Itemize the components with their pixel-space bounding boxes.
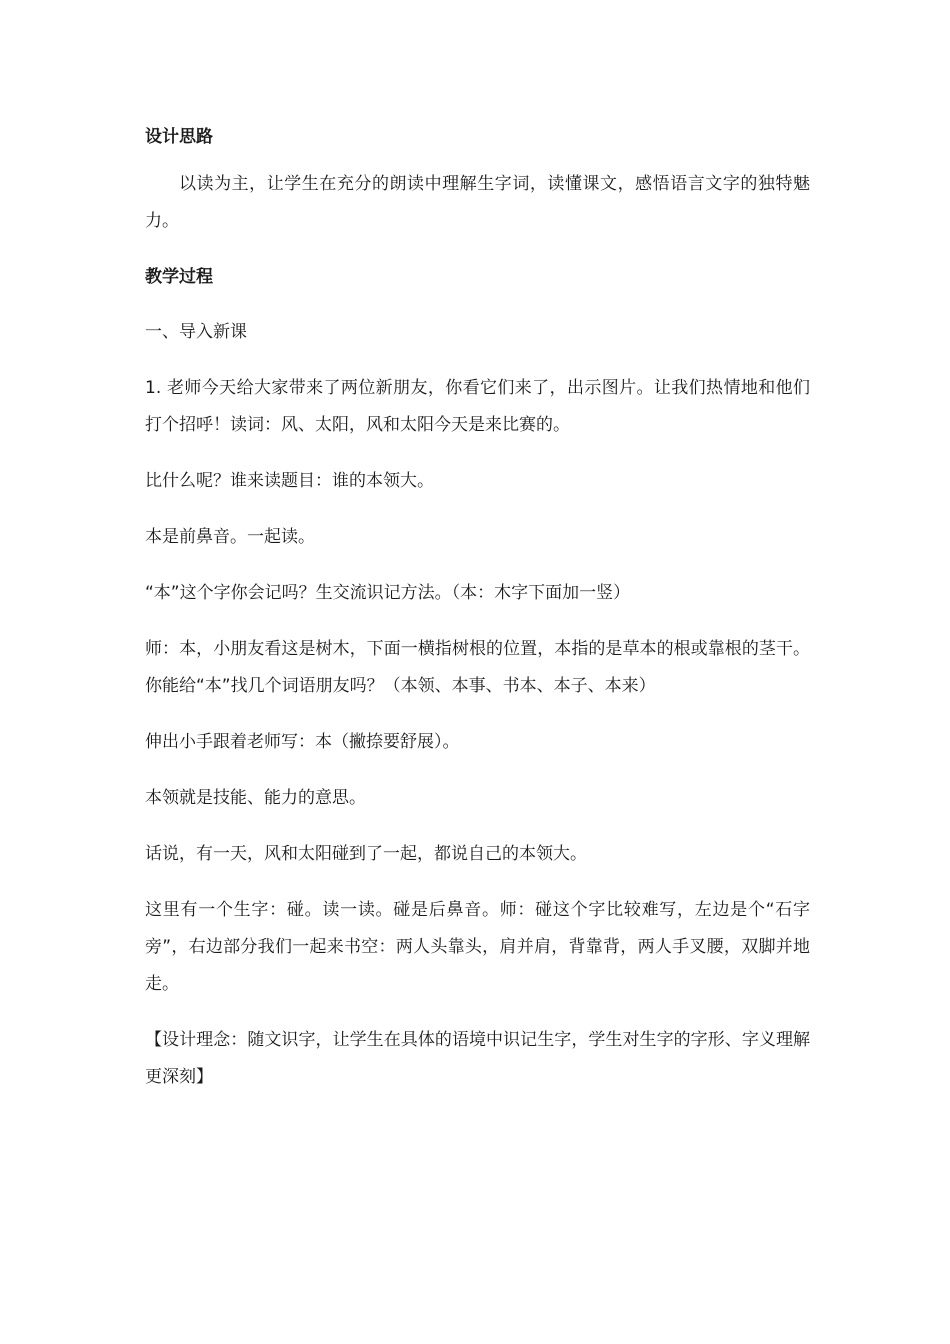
paragraph: 话说，有一天，风和太阳碰到了一起，都说自己的本领大。 — [145, 844, 587, 864]
paragraph: 本领就是技能、能力的意思。 — [145, 788, 366, 808]
paragraph: 师：本，小朋友看这是树木，下面一横指树根的位置，本指的是草本的根或靠根的茎干。你能给“本”找几个词语朋友吗？（本领、本事、书本、本子、本来） — [145, 639, 810, 696]
document-body — [145, 120, 810, 1096]
paragraph: 比什么呢？谁来读题目：谁的本领大。 — [145, 471, 434, 491]
paragraph: “本”这个字你会记吗？生交流识记方法。（本：木字下面加一竖） — [145, 583, 631, 603]
heading-teaching-process: 教学过程 — [145, 267, 213, 287]
heading-design-idea: 设计思路 — [145, 127, 213, 147]
design-concept-note: 【设计理念：随文识字，让学生在具体的语境中识记生字，学生对生字的字形、字义理解更深刻】 — [145, 1030, 810, 1087]
paragraph: 本是前鼻音。一起读。 — [145, 527, 315, 547]
section-title-intro: 一、导入新课 — [145, 322, 247, 342]
paragraph: 1. 老师今天给大家带来了两位新朋友，你看它们来了，出示图片。让我们热情地和他们打个招呼！读词：风、太阳，风和太阳今天是来比赛的。 — [145, 378, 810, 435]
design-idea-text: 以读为主，让学生在充分的朗读中理解生字词，读懂课文，感悟语言文字的独特魅力。 — [145, 174, 810, 231]
paragraph: 这里有一个生字：碰。读一读。碰是后鼻音。师：碰这个字比较难写，左边是个“石字旁”，右边部分我们一起来书空：两人头靠头，肩并肩，背靠背，两人手叉腰，双脚并地走。 — [145, 900, 810, 994]
paragraph: 伸出小手跟着老师写：本（撇捺要舒展）。 — [145, 732, 460, 752]
